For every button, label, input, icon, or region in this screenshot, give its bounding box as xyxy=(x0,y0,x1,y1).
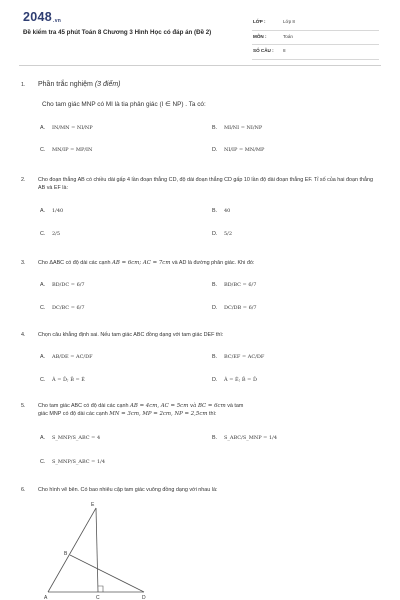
meta-row-count xyxy=(252,45,379,60)
option-value: 1/40 xyxy=(52,208,64,214)
option-value: BD/DC = 6/7 xyxy=(52,282,85,288)
right-angle-mark xyxy=(98,586,103,592)
option-value: Â = Ê; B̂ = D̂ xyxy=(224,377,257,383)
question-number: 1. xyxy=(21,82,26,88)
option-value: S_ABC/S_MNP = 1/4 xyxy=(224,435,278,441)
meta-row-class xyxy=(252,16,379,31)
question-number: 5. xyxy=(21,403,26,409)
option-label: C. xyxy=(40,147,46,153)
option-b[interactable] xyxy=(212,208,230,214)
option-label: D. xyxy=(212,305,218,311)
math-expression: MN = 3cm, MP = 2cm, NP = 2,5cm xyxy=(109,411,208,418)
question-number: 3. xyxy=(21,260,26,266)
question-number: 2. xyxy=(21,177,26,183)
option-c[interactable] xyxy=(40,231,60,237)
option-label: B. xyxy=(212,354,218,360)
option-d[interactable] xyxy=(212,231,232,237)
option-label: C. xyxy=(40,459,46,465)
meta-value: Toán xyxy=(283,33,293,39)
option-value: 2/5 xyxy=(52,231,61,237)
question-title xyxy=(38,81,378,89)
meta-row-subject xyxy=(252,31,379,46)
segment-e-a xyxy=(48,508,96,592)
option-b[interactable] xyxy=(212,282,256,288)
option-a[interactable] xyxy=(40,208,63,214)
math-expression: AB = 4cm, AC = 5cm và BC = 6cm xyxy=(130,403,226,409)
option-d[interactable] xyxy=(212,147,264,153)
option-b[interactable] xyxy=(212,435,277,441)
meta-key: MÔN : xyxy=(253,33,267,39)
text-part: Cho ΔABC có độ dài các cạnh xyxy=(38,260,111,266)
label-e: E xyxy=(91,502,95,508)
text-part: giác MNP có độ dài các cạnh xyxy=(38,411,108,418)
option-label: D. xyxy=(212,377,218,383)
label-a: A xyxy=(44,595,48,600)
option-label: A. xyxy=(40,125,46,131)
logo-text: 2048 xyxy=(23,10,53,24)
segment-b-d xyxy=(70,555,144,592)
label-d: D xyxy=(142,595,146,600)
question-number: 4. xyxy=(21,332,26,338)
option-a[interactable] xyxy=(40,354,93,360)
option-a[interactable] xyxy=(40,125,93,131)
option-b[interactable] xyxy=(212,125,262,131)
label-c: C xyxy=(96,595,100,600)
option-c[interactable] xyxy=(40,459,105,465)
option-value: AB/DE = AC/DF xyxy=(52,354,93,360)
option-label: A. xyxy=(40,282,46,288)
option-a[interactable] xyxy=(40,435,100,441)
title-points: (3 điểm) xyxy=(94,81,121,88)
label-b: B xyxy=(64,551,68,557)
option-value: DC/BC = 6/7 xyxy=(52,305,85,311)
question-text: Chọn câu khẳng định sai. Nếu tam giác ABC đồng dạng với tam giác DEF thì: xyxy=(38,332,224,338)
title-text: Phần trắc nghiệm xyxy=(38,81,93,88)
meta-value: Lớp 8 xyxy=(283,19,295,24)
option-d[interactable] xyxy=(212,305,257,311)
option-c[interactable] xyxy=(40,147,92,153)
option-label: B. xyxy=(212,125,218,131)
option-c[interactable] xyxy=(40,305,85,311)
meta-key: SỐ CÂU : xyxy=(253,48,274,53)
option-label: B. xyxy=(212,208,218,214)
option-value: BC/EF = AC/DF xyxy=(224,354,265,360)
text-part: và tam xyxy=(227,403,244,409)
option-value: S_MNP/S_ABC = 1/4 xyxy=(52,459,106,465)
option-b[interactable] xyxy=(212,354,264,360)
document-title: Đề kiểm tra 45 phút Toán 8 Chương 3 Hình Học có đáp án (Đề 2) xyxy=(23,29,212,36)
header-divider xyxy=(19,65,381,66)
option-label: B. xyxy=(212,282,218,288)
meta-value: 8 xyxy=(283,48,286,53)
text-part: và AD là đường phân giác. Khi đó: xyxy=(171,260,255,266)
question-number: 6. xyxy=(21,487,26,493)
question-text xyxy=(38,259,378,267)
header xyxy=(0,0,400,60)
option-value: MI/NI = NI/NP xyxy=(224,125,263,131)
geometry-figure xyxy=(44,500,154,600)
option-value: IN/MN = NI/NP xyxy=(52,125,93,131)
text-part: Cho tam giác ABC có độ dài các cạnh xyxy=(38,403,129,409)
option-value: DC/DB = 6/7 xyxy=(224,305,257,311)
option-value: 40 xyxy=(224,208,231,214)
option-label: A. xyxy=(40,354,46,360)
meta-box xyxy=(252,16,379,60)
vertical-segment-ec xyxy=(96,508,98,592)
question-text: Cho hình vẽ bên. Có bao nhiêu cặp tam giác vuông đồng dạng với nhau là: xyxy=(38,487,218,493)
math-expression: AB = 6cm; AC = 7cm xyxy=(112,260,171,266)
option-label: C. xyxy=(40,231,46,237)
option-value: 5/2 xyxy=(224,231,233,237)
option-label: A. xyxy=(40,435,46,441)
option-value: Â = D̂; B̂ = Ê xyxy=(52,377,85,383)
option-d[interactable] xyxy=(212,377,257,383)
option-value: NI/IP = MN/MP xyxy=(224,147,265,153)
option-value: S_MNP/S_ABC = 4 xyxy=(52,435,101,441)
option-a[interactable] xyxy=(40,282,85,288)
option-label: D. xyxy=(212,231,218,237)
option-label: A. xyxy=(40,208,46,214)
question-text xyxy=(38,402,378,418)
question-text: Cho đoạn thẳng AB có chiều dài gấp 4 lần đoạn thẳng CD, độ dài đoạn thẳng CD gấp 10 lần độ dài đoạn thẳng EF. Tỉ số của hai đoạn thẳng AB và EF là: xyxy=(38,177,373,192)
option-value: BD/BC = 6/7 xyxy=(224,282,257,288)
text-part: thì: xyxy=(208,411,217,418)
option-label: D. xyxy=(212,147,218,153)
option-label: C. xyxy=(40,377,46,383)
logo-suffix: .vn xyxy=(53,18,62,24)
option-label: C. xyxy=(40,305,46,311)
meta-key: LỚP : xyxy=(253,19,266,24)
option-value: MN/IP = MP/IN xyxy=(52,147,93,153)
site-logo[interactable] xyxy=(23,10,61,24)
question-1-text: Cho tam giác MNP có MI là tia phân giác (I ∈ NP) . Ta có: xyxy=(42,101,206,108)
option-c[interactable] xyxy=(40,377,85,383)
option-label: B. xyxy=(212,435,218,441)
